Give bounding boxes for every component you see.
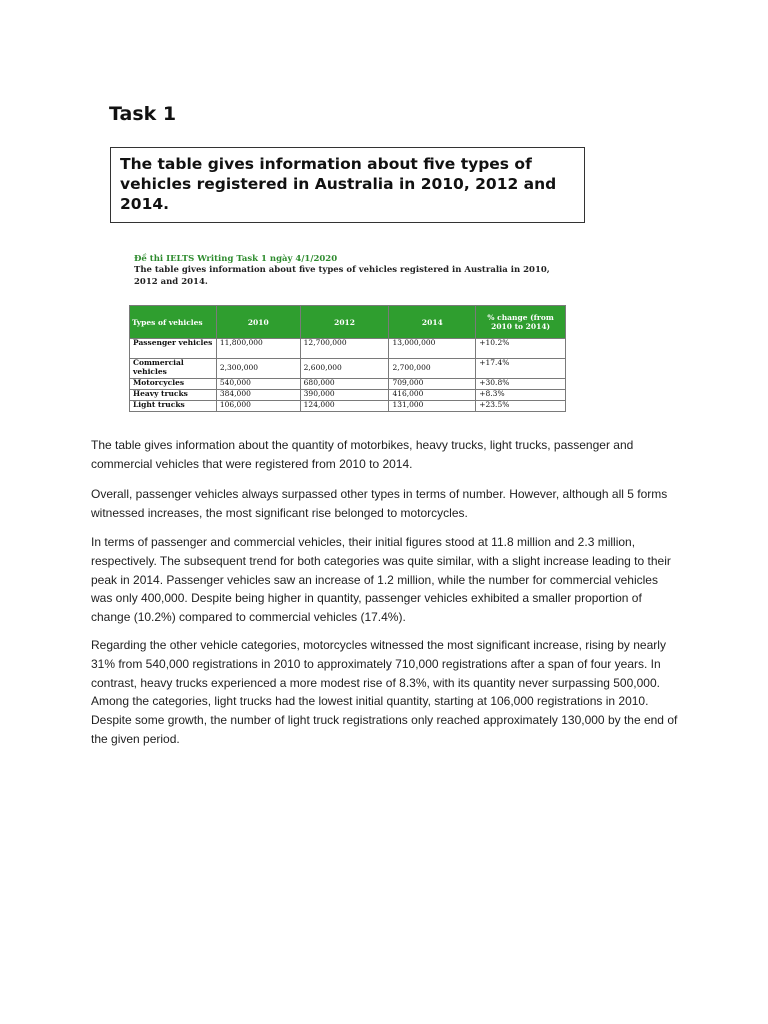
cell-2012: 390,000 — [300, 390, 389, 401]
cell-type: Passenger vehicles — [130, 339, 217, 359]
paragraph-text: Regarding the other vehicle categories, motorcycles witnessed the most significant increase, rising by nearly 31% from 540,000 registrations in 2010 to approximately 710,000 registrations after a span of four years. In contrast, heavy trucks experienced a more modest rise of 8.3%, with its quantity never surpassing 500,000. Among the categories, light trucks had the lowest initial quantity, starting at 106,000 registrations in 2010. Despite some growth, the number of light truck registrations only reached approximately 130,000 by the end of the given period. — [91, 638, 678, 746]
cell-2010: 11,800,000 — [216, 339, 300, 359]
cell-change: +10.2% — [476, 339, 566, 359]
cell-2014: 13,000,000 — [389, 339, 476, 359]
cell-2010: 2,300,000 — [216, 359, 300, 379]
table-row — [130, 339, 566, 359]
cell-type: Commercial vehicles — [130, 359, 217, 379]
exam-title: Đề thi IELTS Writing Task 1 ngày 4/1/2020 — [134, 254, 338, 264]
essay-paragraph-3 — [91, 533, 679, 627]
cell-type: Motorcycles — [130, 379, 217, 390]
header-type: Types of vehicles — [130, 306, 217, 339]
essay-paragraph-2 — [91, 485, 679, 523]
prompt-box — [110, 147, 585, 223]
cell-2014: 2,700,000 — [389, 359, 476, 379]
cell-2010: 106,000 — [216, 401, 300, 412]
paragraph-text: The table gives information about the quantity of motorbikes, heavy trucks, light trucks, passenger and commercial vehicles that were registered from 2010 to 2014. — [91, 438, 634, 471]
paragraph-text: Overall, passenger vehicles always surpassed other types in terms of number. However, although all 5 forms witnessed increases, the most significant rise belonged to motorcycles. — [91, 487, 668, 520]
cell-2014: 131,000 — [389, 401, 476, 412]
table-row — [130, 359, 566, 379]
cell-2010: 540,000 — [216, 379, 300, 390]
cell-2012: 124,000 — [300, 401, 389, 412]
cell-change: +23.5% — [476, 401, 566, 412]
cell-change: +8.3% — [476, 390, 566, 401]
paragraph-text: In terms of passenger and commercial vehicles, their initial figures stood at 11.8 million and 2.3 million, respectively. The subsequent trend for both categories was quite similar, with a slight increase leading to their peak in 2014. Passenger vehicles saw an increase of 1.2 million, while the number for commercial vehicles was only 400,000. Despite being higher in quantity, passenger vehicles exhibited a smaller proportion of change (10.2%) compared to commercial vehicles (17.4%). — [91, 535, 671, 625]
essay-paragraph-1 — [91, 436, 679, 474]
task-heading: Task 1 — [109, 103, 177, 125]
cell-2014: 709,000 — [389, 379, 476, 390]
table-header-row — [130, 306, 566, 339]
cell-change: +17.4% — [476, 359, 566, 379]
cell-type: Heavy trucks — [130, 390, 217, 401]
cell-2012: 2,600,000 — [300, 359, 389, 379]
essay-paragraph-4 — [91, 636, 679, 749]
cell-change: +30.8% — [476, 379, 566, 390]
cell-2010: 384,000 — [216, 390, 300, 401]
vehicles-table — [129, 305, 566, 412]
prompt-text: The table gives information about five types of vehicles registered in Australia in 2010, 2012 and 2014. — [120, 155, 557, 213]
cell-type: Light trucks — [130, 401, 217, 412]
header-2014: 2014 — [389, 306, 476, 339]
exam-description: The table gives information about five types of vehicles registered in Australia in 2010, 2012 and 2014. — [134, 265, 550, 287]
table-row — [130, 390, 566, 401]
cell-2014: 416,000 — [389, 390, 476, 401]
cell-2012: 12,700,000 — [300, 339, 389, 359]
header-2012: 2012 — [300, 306, 389, 339]
header-change: % change (from 2010 to 2014) — [476, 306, 566, 339]
table-row — [130, 379, 566, 390]
table-row — [130, 401, 566, 412]
header-2010: 2010 — [216, 306, 300, 339]
cell-2012: 680,000 — [300, 379, 389, 390]
